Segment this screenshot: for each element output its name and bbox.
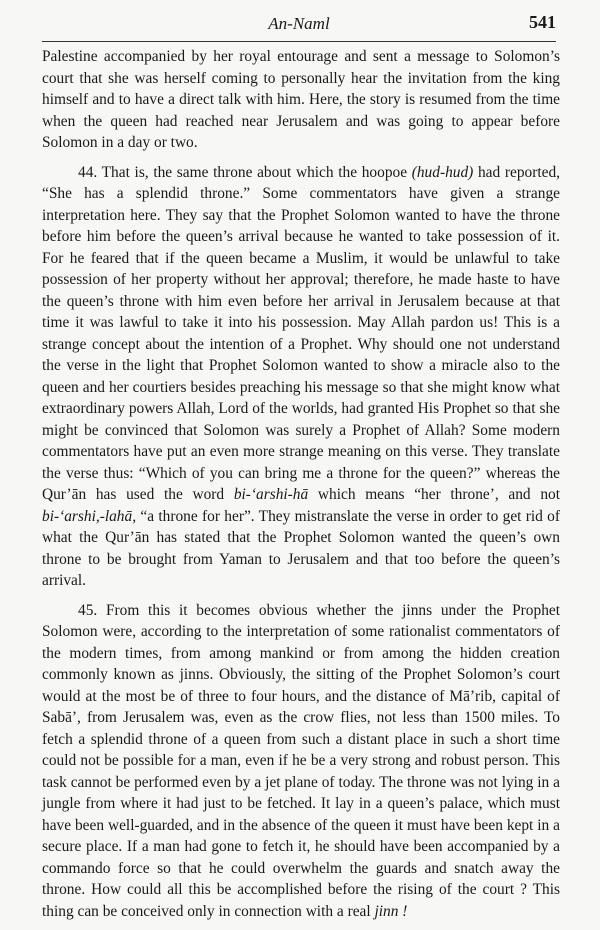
note-text: had reported, “She has a splendid throne.” Some commentators have given a strange interpretation here. They say that the Prophet Solomon wanted to have the throne before him before the queen’s arrival because he wanted to take possession of it. For he feared that if the queen became a Muslim, it would be unlawful to take possession of her property without her approval; therefore, he made haste to have the queen’s throne with him even before her arrival in Jerusalem because at that time it was lawful to take it into his possession. May Allah pardon us! This is a strange concept about the intention of a Prophet. Why should one not understand the verse in the light that Prophet Solomon wanted to show a miracle also to the queen and her courtiers besides preaching his message so that she might know what extraordinary powers Allah, Lord of the worlds, had granted His Prophet so that she might be convinced that Solomon was surely a Prophet of Allah? Some modern commentators have put an even more strange meaning on this verse. They translate the verse thus: “Which of you can bring me a throne for the queen?” whereas the Qur’ān has used the word: [42, 163, 560, 503]
italic-term: (hud-hud): [411, 163, 474, 181]
note-44: [42, 162, 560, 592]
note-number: 44.: [78, 163, 98, 181]
note-text: That is, the same throne about which the hoopoe: [101, 163, 412, 181]
italic-term: bi-‘arshi-hā: [233, 486, 309, 503]
note-45: [42, 600, 560, 923]
italic-term: jinn !: [374, 902, 408, 920]
header-rule: [42, 41, 556, 42]
note-text: which means “her throne’, and not: [308, 486, 560, 503]
body-text: [42, 46, 560, 930]
paragraph-continued: [42, 46, 560, 154]
italic-term: bi-‘arshi,-lahā,: [42, 507, 137, 525]
note-text: “a throne for her”. They mistranslate the verse in order to get rid of what the Qur’ān has stated that the Prophet Solomon wanted the queen’s own throne to be brought from Yaman to Jerusalem and that too before the queen’s arrival.: [42, 507, 560, 589]
note-text: From this it becomes obvious whether the jinns under the Prophet Solomon were, according to the interpretation of some rationalist commentators of the modern times, from among mankind or from among the hidden creation commonly known as jinns. Obviously, the sitting of the Prophet Solomon’s court would at the most be of three to four hours, and the distance of Mā’rib, capital of Sabā’, from Jerusalem was, even as the crow flies, not less than 1500 miles. To fetch a splendid throne of a queen from such a distant place in such a short time could not be possible for a man, even if he be a very strong and robust person. This task cannot be performed even by a jet plane of today. The throne was not lying in a jungle from where it had just to be fetched. It lay in a queen’s palace, which must have been well-guarded, and in the absence of the queen it must have been kept in a secure place. If a man had gone to fetch it, he should have been accompanied by a commando force so that he could overwhelm the guards and snatch away the throne. How could all this be accomplished before the rising of the court ? This thing can be conceived only in connection with a real: [42, 601, 560, 920]
page-number: 541: [529, 12, 556, 32]
running-title: An-Naml: [268, 14, 330, 33]
paragraph-text: Palestine accompanied by her royal entourage and sent a message to Solomon’s court that she was herself coming to personally hear the invitation from the king himself and to have a direct talk with him. Here, the story is resumed from the time when the queen had reached near Jerusalem and was going to appear before Solomon in a day or two.: [42, 48, 560, 151]
note-number: 45.: [78, 601, 98, 619]
running-head: [42, 12, 556, 38]
